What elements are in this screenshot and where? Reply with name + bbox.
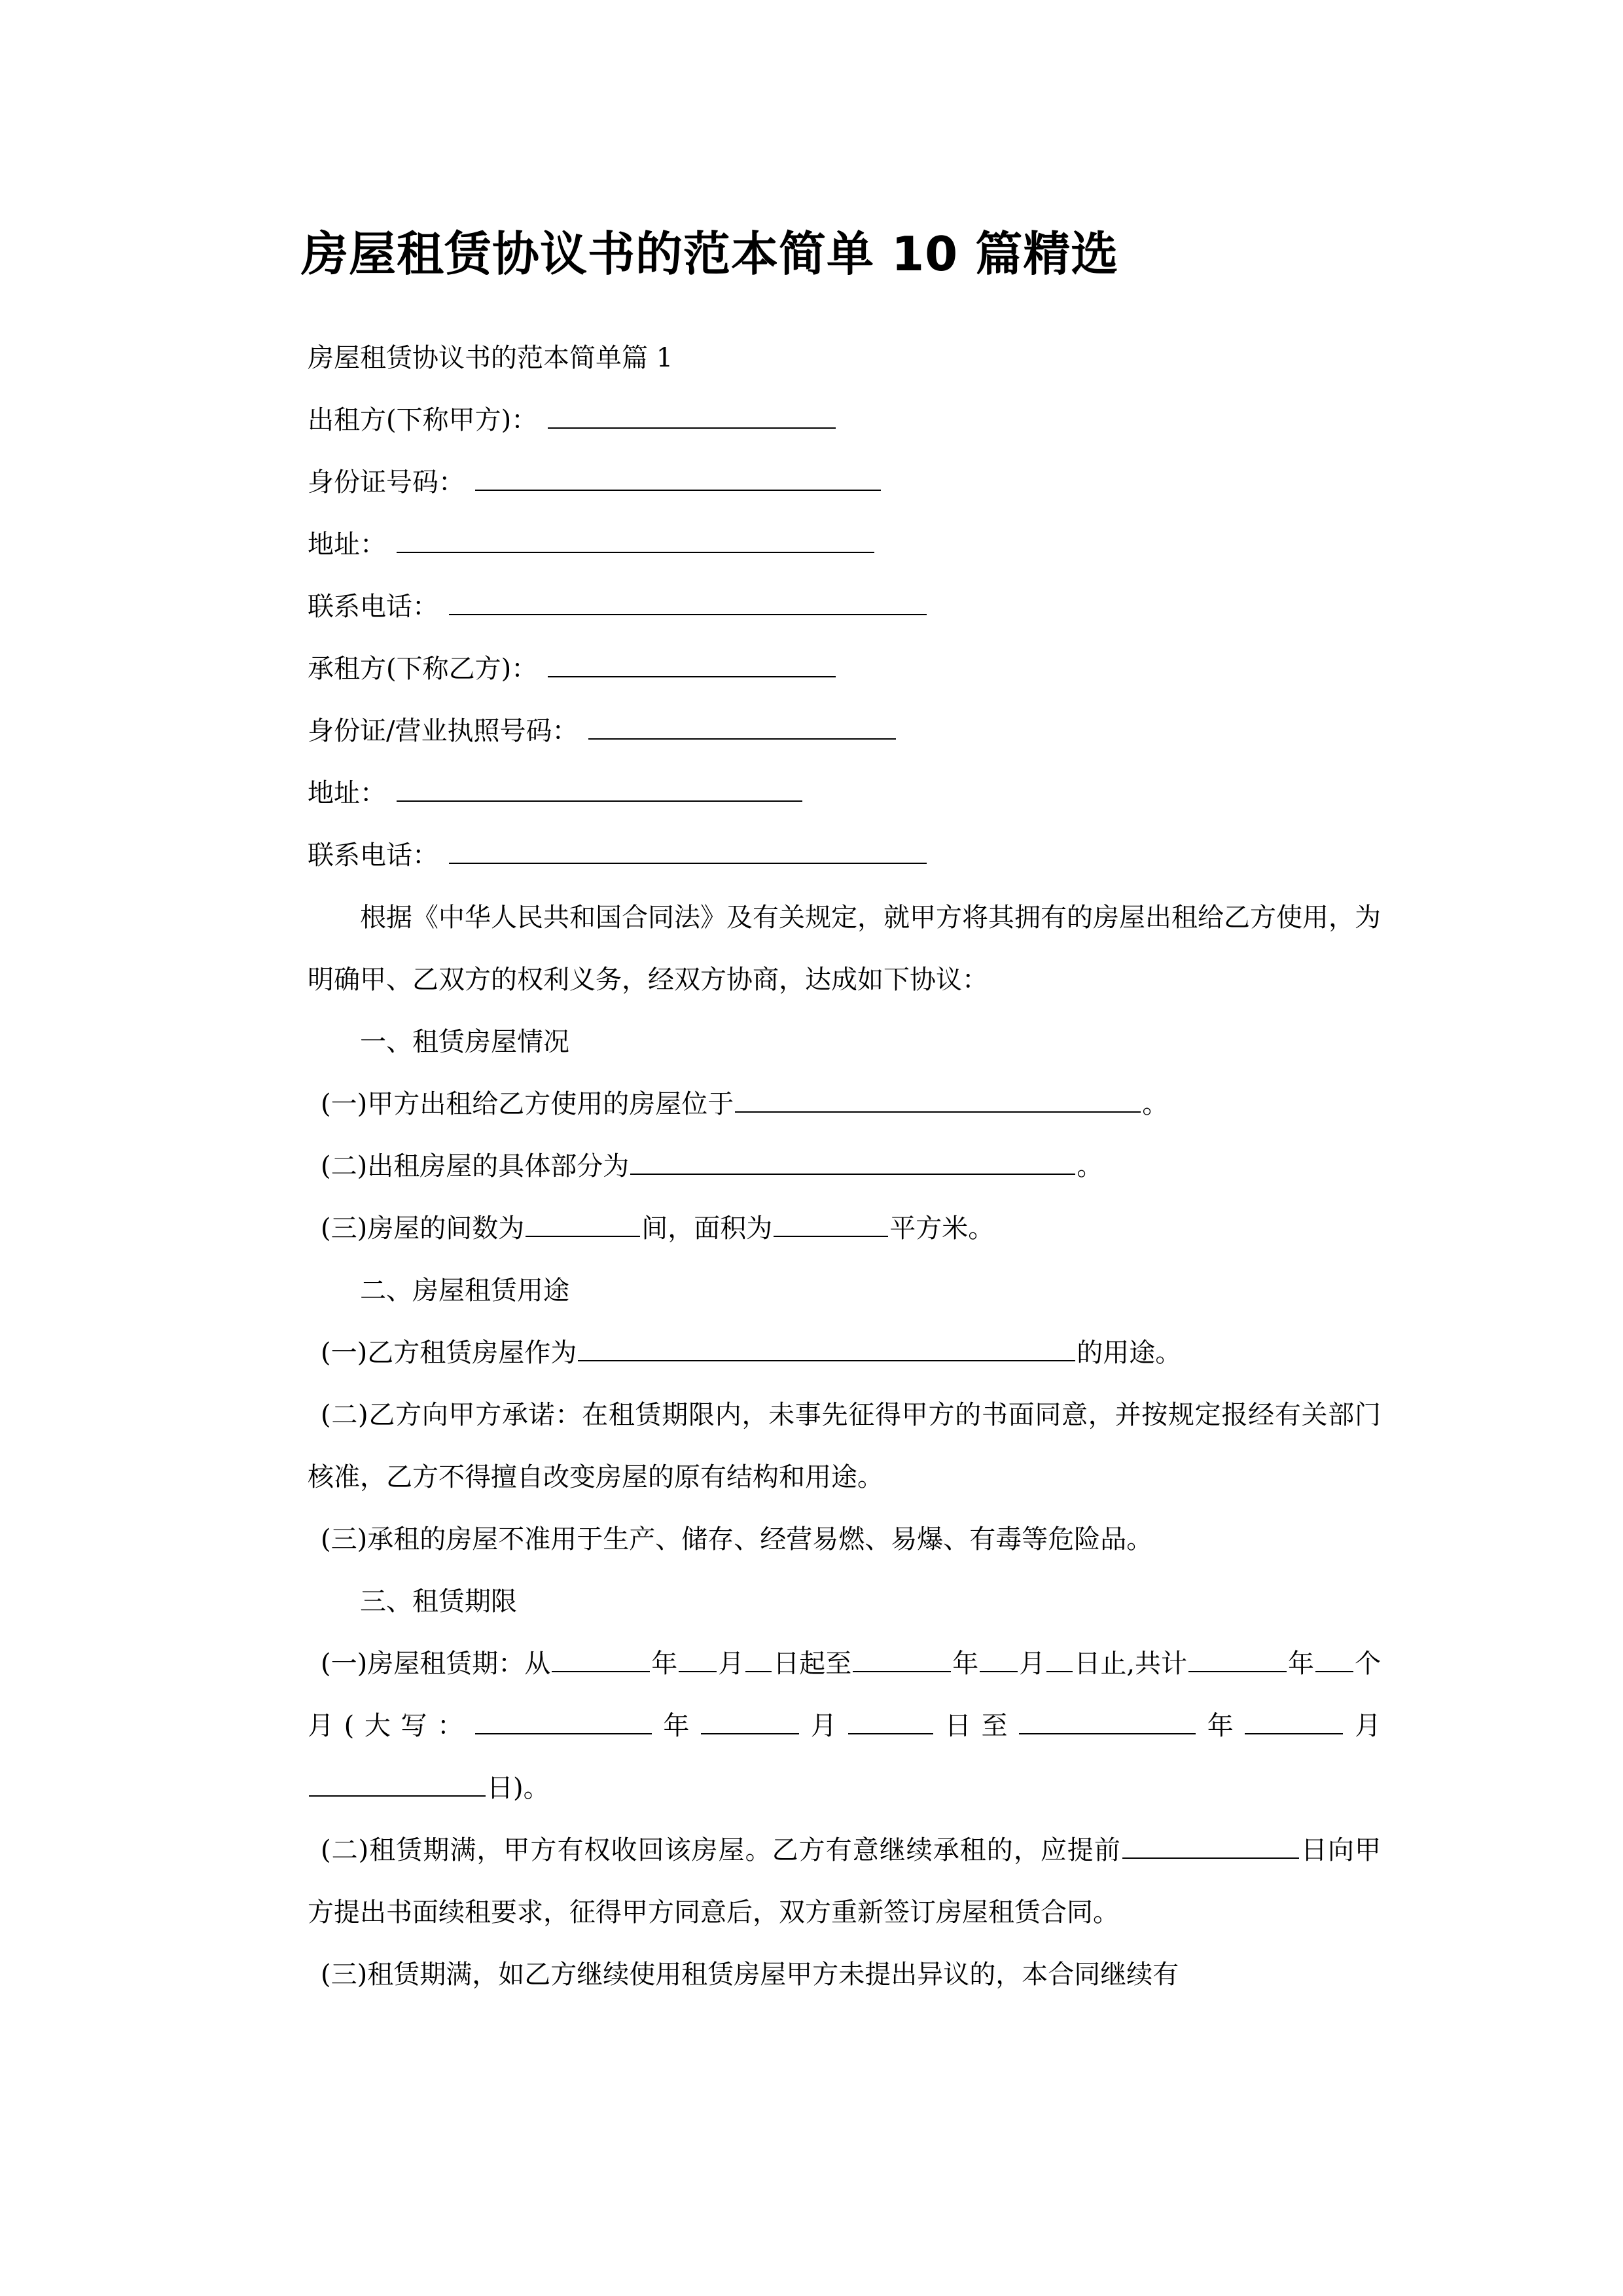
field-lessor-address-input[interactable]	[397, 529, 874, 553]
field-lessee-phone-input[interactable]	[449, 840, 927, 864]
clause-3-1-start-month[interactable]	[679, 1649, 717, 1672]
clause-3-1-cap-start-month[interactable]	[701, 1711, 799, 1734]
field-lessee	[308, 638, 1381, 700]
clause-3-1-cap-end-day[interactable]	[309, 1773, 486, 1797]
clause-1-1-suffix: 。	[1142, 1089, 1169, 1119]
field-lessor-phone-input[interactable]	[449, 592, 927, 615]
field-lessor-phone-label: 联系电话：	[308, 592, 438, 622]
field-lessor	[308, 389, 1381, 452]
clause-2-1-text: (一)乙方租赁房屋作为	[321, 1338, 577, 1368]
clause-1-1	[308, 1073, 1381, 1136]
clause-3-1-p12: 日至	[935, 1711, 1018, 1741]
clause-3-1-cap-start-year[interactable]	[475, 1711, 652, 1734]
field-lessee-id-input[interactable]	[588, 716, 896, 740]
clause-3-3: (三)租赁期满，如乙方继续使用租赁房屋甲方未提出异议的，本合同继续有	[321, 1960, 1179, 1990]
clause-3-2-notice-days[interactable]	[1122, 1835, 1299, 1859]
clause-3-1-end-year[interactable]	[853, 1649, 951, 1672]
clause-1-3-mid: 间，面积为	[641, 1213, 773, 1244]
section-heading-3: 三、租赁期限	[360, 1587, 517, 1617]
clause-3-1-end-month[interactable]	[980, 1649, 1018, 1672]
document-body	[308, 327, 1381, 2006]
clause-3-1-p7: 日止,共计	[1074, 1649, 1188, 1679]
clause-3-1-p4: 日起至	[773, 1649, 852, 1679]
clause-3-1-p5: 年	[952, 1649, 979, 1679]
field-lessor-id	[308, 452, 1381, 514]
field-lessee-address	[308, 762, 1381, 825]
clause-3-2-p1: (二)租赁期满，甲方有权收回该房屋。乙方有意继续承租的，应提前	[321, 1835, 1121, 1865]
clause-3-1-total-months[interactable]	[1315, 1649, 1353, 1672]
field-lessor-label: 出租方(下称甲方)：	[308, 405, 538, 435]
clause-3-1-cap-start-day[interactable]	[848, 1711, 933, 1734]
field-lessor-phone	[308, 576, 1381, 638]
clause-2-3: (三)承租的房屋不准用于生产、储存、经营易燃、易爆、有毒等危险品。	[321, 1524, 1153, 1554]
clause-3-1-p6: 月	[1019, 1649, 1046, 1679]
section-heading-1: 一、租赁房屋情况	[360, 1027, 569, 1057]
field-lessee-input[interactable]	[548, 654, 836, 677]
field-lessor-id-input[interactable]	[475, 467, 881, 491]
field-lessee-phone-label: 联系电话：	[308, 840, 438, 870]
clause-3-1-p13: 年	[1197, 1711, 1244, 1741]
clause-1-3-suffix: 平方米。	[889, 1213, 995, 1244]
clause-1-3	[308, 1198, 1381, 1260]
field-lessor-id-label: 身份证号码：	[308, 467, 465, 497]
field-lessee-address-label: 地址：	[308, 778, 386, 808]
clause-2-2: (二)乙方向甲方承诺：在租赁期限内，未事先征得甲方的书面同意，并按规定报经有关部门核准，乙方不得擅自改变房屋的原有结构和用途。	[308, 1400, 1381, 1492]
clause-3-1-p9: 个月(大写：	[308, 1649, 1382, 1741]
clause-3-1-p3: 月	[718, 1649, 745, 1679]
field-lessee-id	[308, 700, 1381, 762]
clause-3-2	[308, 1820, 1381, 1944]
field-lessor-address-label: 地址：	[308, 529, 386, 560]
clause-3-2-p2: 日向甲方提出书面续租要求，征得甲方同意后，双方重新签订房屋租赁合同。	[308, 1835, 1382, 1928]
clause-3-1-cap-end-year[interactable]	[1019, 1711, 1196, 1734]
page-title: 房屋租赁协议书的范本简单 10 篇精选	[301, 226, 1119, 282]
clause-3-1-p10: 年	[652, 1711, 700, 1741]
clause-1-1-text: (一)甲方出租给乙方使用的房屋位于	[321, 1089, 734, 1119]
clause-3-1-p1: (一)房屋租赁期：从	[321, 1649, 551, 1679]
preamble-paragraph: 根据《中华人民共和国合同法》及有关规定，就甲方将其拥有的房屋出租给乙方使用，为明确甲、乙双方的权利义务，经双方协商，达成如下协议：	[308, 903, 1381, 995]
clause-1-3-text: (三)房屋的间数为	[321, 1213, 525, 1244]
clause-1-3-rooms-input[interactable]	[526, 1213, 640, 1237]
clause-3-1-cap-end-month[interactable]	[1245, 1711, 1343, 1734]
field-lessee-address-input[interactable]	[397, 778, 802, 802]
clause-1-3-area-input[interactable]	[774, 1213, 888, 1237]
clause-3-1-p2: 年	[651, 1649, 678, 1679]
clause-3-1-p15: 日)。	[487, 1773, 550, 1803]
clause-3-1-end-day[interactable]	[1046, 1649, 1073, 1672]
clause-3-1-p11: 月	[800, 1711, 847, 1741]
clause-3-1	[308, 1633, 1381, 1820]
field-lessor-address	[308, 514, 1381, 576]
clause-3-1-p8: 年	[1288, 1649, 1315, 1679]
clause-3-1-start-year[interactable]	[552, 1649, 650, 1672]
clause-1-2-text: (二)出租房屋的具体部分为	[321, 1151, 630, 1181]
field-lessee-id-label: 身份证/营业执照号码：	[308, 716, 579, 746]
clause-1-2	[308, 1136, 1381, 1198]
clause-1-1-input[interactable]	[735, 1089, 1141, 1113]
field-lessee-phone	[308, 825, 1381, 887]
clause-2-1-suffix: 的用途。	[1077, 1338, 1182, 1368]
clause-1-2-input[interactable]	[630, 1151, 1075, 1175]
clause-3-1-total-years[interactable]	[1188, 1649, 1287, 1672]
clause-1-2-suffix: 。	[1077, 1151, 1103, 1181]
clause-3-1-start-day[interactable]	[745, 1649, 772, 1672]
field-lessee-label: 承租方(下称乙方)：	[308, 654, 538, 684]
document-subtitle: 房屋租赁协议书的范本简单篇 1	[308, 343, 673, 373]
clause-3-1-p14: 月	[1344, 1711, 1382, 1741]
field-lessor-input[interactable]	[548, 405, 836, 429]
section-heading-2: 二、房屋租赁用途	[360, 1276, 569, 1306]
clause-2-1	[308, 1322, 1381, 1384]
clause-2-1-input[interactable]	[578, 1338, 1075, 1361]
